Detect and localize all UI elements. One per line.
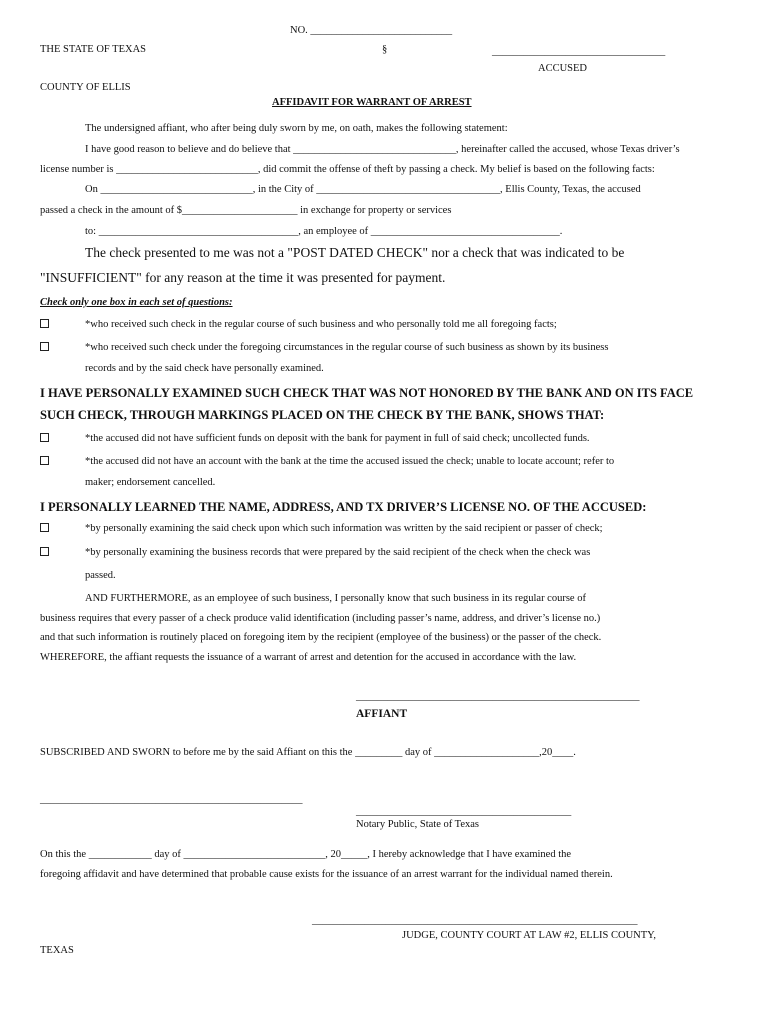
belief-line-2: license number is ___________________________, did commit the offense of theft by passing a check. My belief is based on the following facts:	[40, 164, 655, 175]
recipient-line: to: ______________________________________, an employee of ____________________________________.	[85, 226, 563, 237]
examined-heading-line-2: SUCH CHECK, THROUGH MARKINGS PLACED ON THE CHECK BY THE BANK, SHOWS THAT:	[40, 408, 605, 422]
affiant-label: AFFIANT	[356, 708, 408, 720]
option-examined-records-2: passed.	[85, 570, 116, 581]
option-no-account-2: maker; endorsement cancelled.	[85, 477, 216, 488]
option-examined-records-1: *by personally examining the business records that were prepared by the said recipient of the check when the check was	[85, 547, 591, 558]
county-label: COUNTY OF ELLIS	[40, 82, 131, 93]
option-told-facts: *who received such check in the regular course of such business and who personally told me all foregoing facts;	[85, 319, 557, 330]
date-city-line: On _____________________________, in the City of ___________________________________, Ellis County, Texas, the accused	[85, 184, 641, 195]
officer-signature-line: __________________________________________________	[40, 794, 303, 805]
statement-intro: The undersigned affiant, who after being duly sworn by me, on oath, makes the following statement:	[85, 123, 508, 134]
closing-line-1: AND FURTHERMORE, as an employee of such business, I personally know that such business in its regular course of	[85, 593, 586, 604]
option-no-account-1: *the accused did not have an account with the bank at the time the accused issued the check; unable to locate account; refer to	[85, 456, 615, 467]
judge-signature-line: ______________________________________________________________	[312, 915, 638, 926]
judge-label: JUDGE, COUNTY COURT AT LAW #2, ELLIS COUNTY,	[402, 930, 657, 941]
affiant-signature-line: ______________________________________________________	[356, 691, 640, 702]
judge-label-state: TEXAS	[40, 945, 74, 956]
case-number-field: NO. ___________________________	[290, 25, 453, 36]
notary-signature-line: _________________________________________	[356, 806, 572, 817]
check-statement-line-2: "INSUFFICIENT" for any reason at the time it was presented for payment.	[40, 270, 446, 285]
notary-label: Notary Public, State of Texas	[356, 819, 480, 830]
state-label: THE STATE OF TEXAS	[40, 44, 147, 55]
option-insufficient-funds: *the accused did not have sufficient funds on deposit with the bank for payment in full of said check; uncollected funds.	[85, 433, 590, 444]
checkbox-told-facts[interactable]	[40, 319, 49, 328]
document-title: AFFIDAVIT FOR WARRANT OF ARREST	[272, 97, 472, 108]
option-business-records-1: *who received such check under the foregoing circumstances in the regular course of such business as shown by its business	[85, 342, 609, 353]
checkbox-no-account[interactable]	[40, 456, 49, 465]
checkbox-business-records[interactable]	[40, 342, 49, 351]
check-instruction: Check only one box in each set of questions:	[40, 297, 233, 308]
section-symbol: §	[382, 44, 388, 55]
option-examined-check: *by personally examining the said check upon which such information was written by the said recipient or passer of check;	[85, 523, 603, 534]
checkbox-examined-check[interactable]	[40, 523, 49, 532]
acknowledgment-line-1: On this the ____________ day of ___________________________, 20_____, I hereby acknowledge that I have examined the	[40, 849, 572, 860]
examined-heading-line-1: I HAVE PERSONALLY EXAMINED SUCH CHECK THAT WAS NOT HONORED BY THE BANK AND ON ITS FACE	[40, 386, 694, 400]
closing-line-3: and that such information is routinely placed on foregoing item by the recipient (employee of the business) or the passer of the check.	[40, 632, 602, 643]
checkbox-examined-records[interactable]	[40, 547, 49, 556]
acknowledgment-line-2: foregoing affidavit and have determined that probable cause exists for the issuance of an arrest warrant for the individual named therein.	[40, 869, 613, 880]
closing-line-4: WHEREFORE, the affiant requests the issuance of a warrant of arrest and detention for the accused in accordance with the law.	[40, 652, 577, 663]
accused-name-line: _________________________________	[492, 46, 666, 57]
sworn-statement: SUBSCRIBED AND SWORN to before me by the said Affiant on this the _________ day of ____________________,20____.	[40, 747, 576, 758]
check-statement-line-1: The check presented to me was not a "POST DATED CHECK" nor a check that was indicated to be	[85, 245, 625, 260]
belief-line-1: I have good reason to believe and do believe that _______________________________, hereinafter called the accused, whose Texas driver’s	[85, 144, 680, 155]
amount-line: passed a check in the amount of $______________________ in exchange for property or services	[40, 205, 452, 216]
option-business-records-2: records and by the said check have personally examined.	[85, 363, 324, 374]
checkbox-insufficient-funds[interactable]	[40, 433, 49, 442]
learned-heading: I PERSONALLY LEARNED THE NAME, ADDRESS, AND TX DRIVER’S LICENSE NO. OF THE ACCUSED:	[40, 500, 647, 514]
closing-line-2: business requires that every passer of a check produce valid identification (including passer’s name, address, and driver’s license no.)	[40, 613, 601, 624]
accused-label: ACCUSED	[538, 63, 588, 74]
